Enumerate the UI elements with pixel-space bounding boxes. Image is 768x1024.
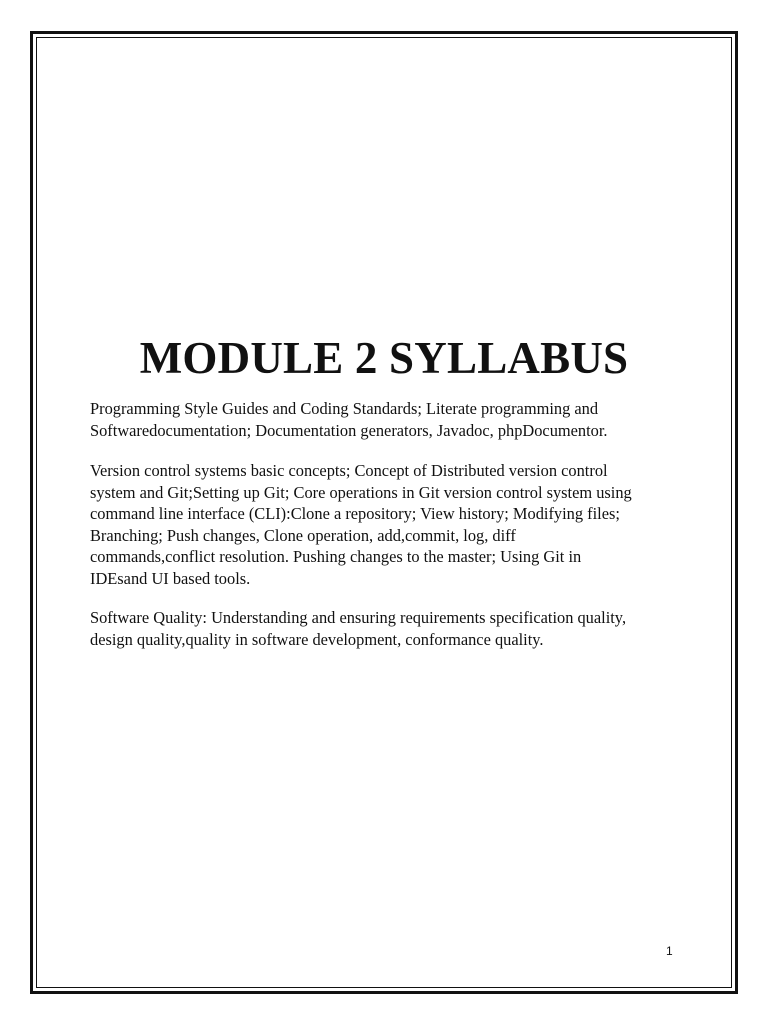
paragraph-line: Version control systems basic concepts; Concept of Distributed version control [90,461,608,480]
paragraph-line: Software Quality: Understanding and ensuring requirements specification quality, [90,608,627,627]
paragraph-line: Softwaredocumentation; Documentation generators, Javadoc, phpDocumentor. [90,420,608,440]
syllabus-paragraph-version-control [90,460,690,589]
page-title: MODULE 2 SYLLABUS [139,333,629,383]
page-number: 1 [666,944,673,958]
paragraph-line: Branching; Push changes, Clone operation, add,commit, log, diff [90,525,516,545]
syllabus-paragraph-software-quality [90,607,690,650]
syllabus-paragraph-style-guides [90,398,690,441]
paragraph-line: system and Git;Setting up Git; Core operations in Git version control system using [90,482,632,502]
paragraph-line: command line interface (CLI):Clone a repository; View history; Modifying files; [90,504,620,523]
paragraph-line: design quality,quality in software development, conformance quality. [90,629,544,649]
paragraph-line: IDEsand UI based tools. [90,568,251,588]
paragraph-line: Programming Style Guides and Coding Standards; Literate programming and [90,399,599,418]
paragraph-line: commands,conflict resolution. Pushing changes to the master; Using Git in [90,547,582,566]
